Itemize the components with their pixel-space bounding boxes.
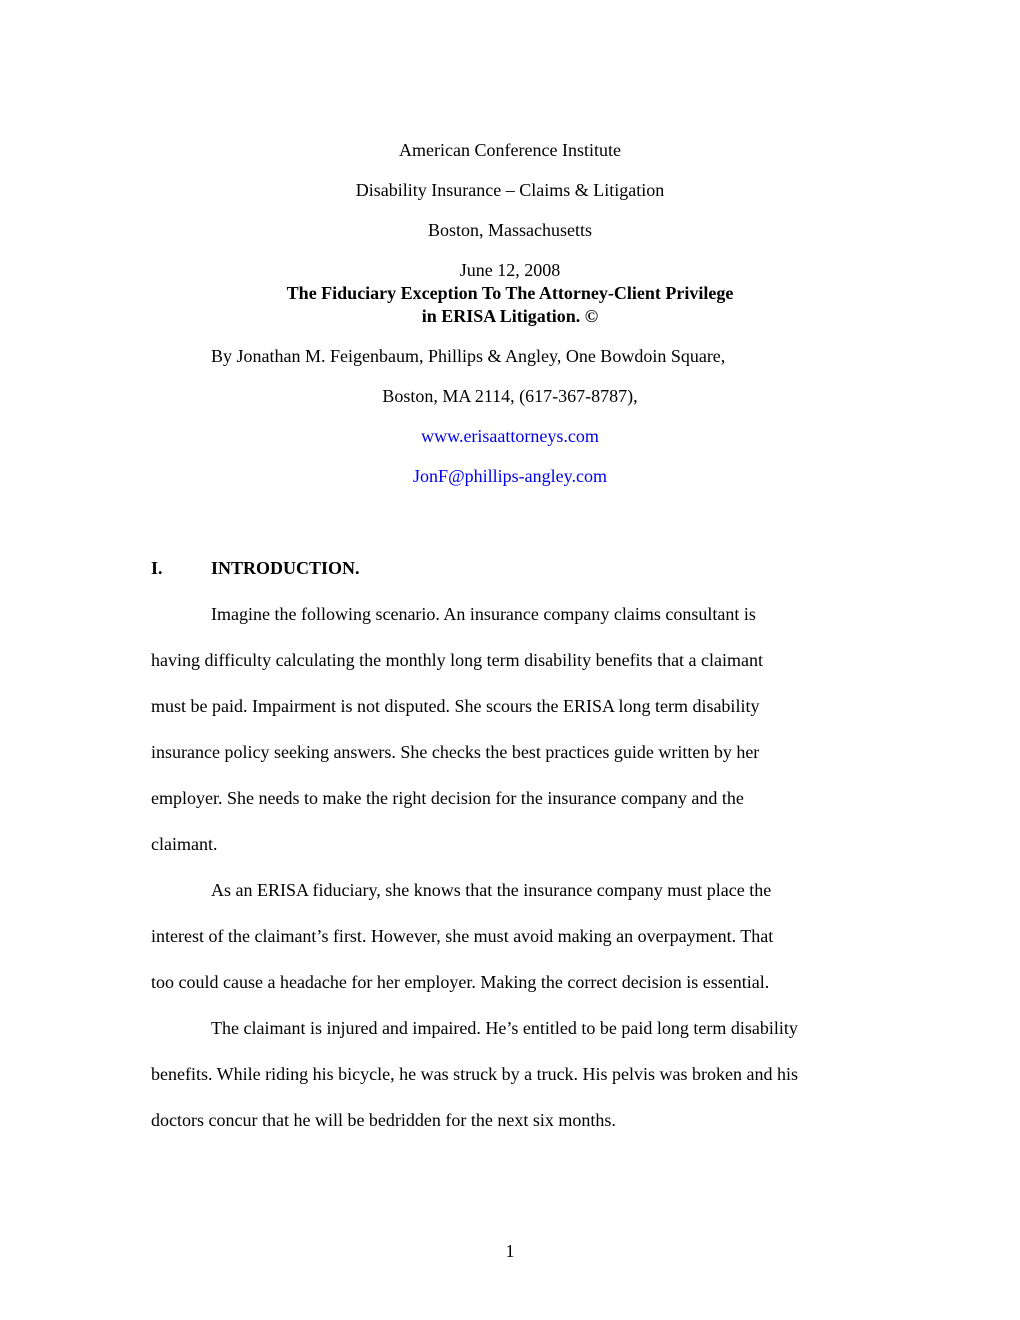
paragraph-1-line-1: Imagine the following scenario. An insurance company claims consultant is xyxy=(211,604,756,624)
paragraph-1-line-6: claimant. xyxy=(151,834,218,854)
author-line-1: By Jonathan M. Feigenbaum, Phillips & Angley, One Bowdoin Square, xyxy=(211,346,726,366)
paragraph-2-line-3: too could cause a headache for her employer. Making the correct decision is essential. xyxy=(151,972,770,992)
paragraph-2-line-2: interest of the claimant’s first. However, she must avoid making an overpayment. That xyxy=(151,926,774,946)
conference-title: Disability Insurance – Claims & Litigation xyxy=(355,180,665,200)
website-link[interactable]: www.erisaattorneys.com xyxy=(421,426,599,446)
page-number: 1 xyxy=(505,1241,515,1261)
paragraph-1-line-3: must be paid. Impairment is not disputed. She scours the ERISA long term disability xyxy=(151,696,760,716)
paper-title-line-1: The Fiduciary Exception To The Attorney-Client Privilege xyxy=(286,283,734,303)
paragraph-2-line-1: As an ERISA fiduciary, she knows that the insurance company must place the xyxy=(211,880,772,900)
paragraph-1-line-2: having difficulty calculating the monthly long term disability benefits that a claimant xyxy=(151,650,764,670)
conference-location: Boston, Massachusetts xyxy=(428,220,592,240)
section-number: I. xyxy=(151,558,163,578)
email-link[interactable]: JonF@phillips-angley.com xyxy=(413,466,607,486)
paragraph-3-line-1: The claimant is injured and impaired. He’s entitled to be paid long term disability xyxy=(211,1018,798,1038)
paragraph-1-line-4: insurance policy seeking answers. She checks the best practices guide written by her xyxy=(151,742,760,762)
conference-date: June 12, 2008 xyxy=(459,260,561,280)
paragraph-3-line-2: benefits. While riding his bicycle, he was struck by a truck. His pelvis was broken and his xyxy=(151,1064,799,1084)
paragraph-3-line-3: doctors concur that he will be bedridden for the next six months. xyxy=(151,1110,616,1130)
author-line-2: Boston, MA 2114, (617-367-8787), xyxy=(382,386,638,406)
paper-title-line-2: in ERISA Litigation. © xyxy=(421,306,599,326)
organization-name: American Conference Institute xyxy=(399,140,621,160)
paragraph-1-line-5: employer. She needs to make the right decision for the insurance company and the xyxy=(151,788,744,808)
section-heading: INTRODUCTION. xyxy=(211,558,360,578)
